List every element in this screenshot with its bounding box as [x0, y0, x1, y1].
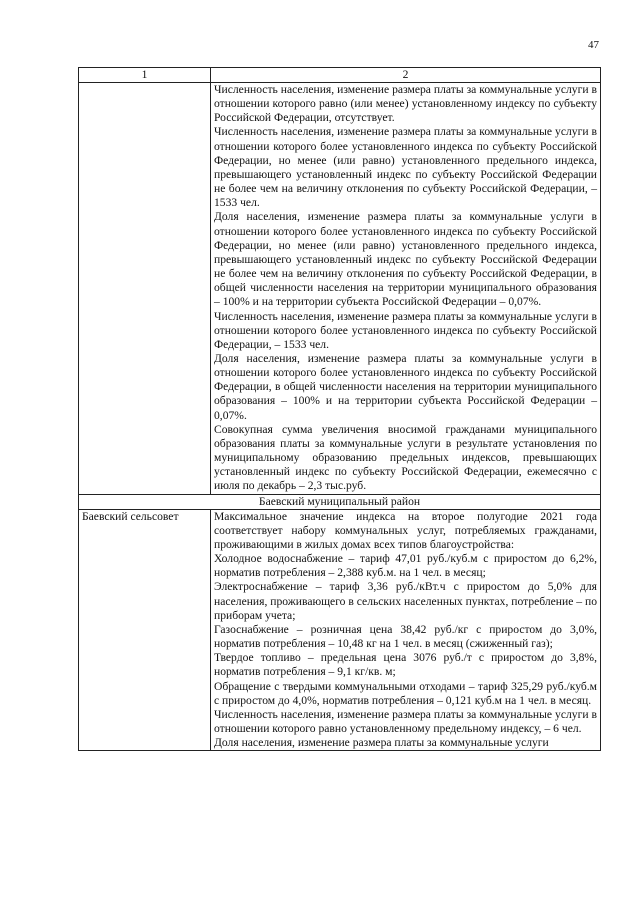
section-title: Баевский муниципальный район	[79, 494, 601, 509]
paragraph: Численность населения, изменение размера платы за коммунальные услуги в отношении которого более установленного индекса по субъекту Российской Федерации, но менее (или равно) установленного предельного индекса, превышающего установленный индекс по субъекту Российской Федерации не более чем на величину отклонения по субъекту Российской Федерации, – 1533 чел.	[214, 125, 597, 210]
text-cell	[211, 509, 601, 751]
table-header-row	[79, 68, 601, 83]
municipality-name: Баевский сельсовет	[79, 509, 211, 751]
paragraph: Газоснабжение – розничная цена 38,42 руб./кг с приростом до 3,0%, норматив потребления – 10,48 кг на 1 чел. в месяц (сжиженный газ);	[214, 622, 597, 651]
paragraph: Совокупная сумма увеличения вносимой гражданами муниципального образования платы за коммунальные услуги в результате установления по муниципальному образованию предельных индексов, превышающих установленный индекс по субъекту Российской Федерации, ежемесячно с июля по декабрь – 2,3 тыс.руб.	[214, 422, 597, 493]
text-cell	[211, 83, 601, 495]
empty-cell	[79, 83, 211, 495]
paragraph: Доля населения, изменение размера платы за коммунальные услуги в отношении которого более установленного индекса по субъекту Российской Федерации, но менее (или равно) установленного предельного индекса, превышающего установленный индекс по субъекту Российской Федерации не более чем на величину отклонения по субъекту Российской Федерации, в общей численности населения на территории муниципального образования – 100% и на территории субъекта Российской Федерации – 0,07%.	[214, 210, 597, 309]
paragraph: Холодное водоснабжение – тариф 47,01 руб./куб.м с приростом до 6,2%, норматив потребления – 2,388 куб.м. на 1 чел. в месяц;	[214, 552, 597, 580]
paragraph: Численность населения, изменение размера платы за коммунальные услуги в отношении которого более установленного индекса по субъекту Российской Федерации, – 1533 чел.	[214, 309, 597, 351]
main-table	[78, 67, 601, 751]
table-row	[79, 83, 601, 495]
paragraph: Обращение с твердыми коммунальными отходами – тариф 325,29 руб./куб.м с приростом до 4,0%, норматив потребления – 0,121 куб.м на 1 чел. в месяц.	[214, 679, 597, 707]
section-row	[79, 494, 601, 509]
paragraph: Доля населения, изменение размера платы за коммунальные услуги	[214, 736, 549, 750]
page-number: 47	[588, 39, 599, 51]
paragraph: Численность населения, изменение размера платы за коммунальные услуги в отношении которого равно (или менее) установленному индексу по субъекту Российской Федерации, отсутствует.	[214, 83, 597, 125]
paragraph: Численность населения, изменение размера платы за коммунальные услуги в отношении которого равно установленному предельному индексу, – 6 чел.	[214, 707, 597, 736]
paragraph: Твердое топливо – предельная цена 3076 руб./т с приростом до 3,8%, норматив потребления – 9,1 кг/кв. м;	[214, 651, 597, 679]
paragraph: Электроснабжение – тариф 3,36 руб./кВт.ч с приростом до 5,0% для населения, проживающего в сельских населенных пунктах, потребление – по приборам учета;	[214, 580, 597, 622]
paragraph: Максимальное значение индекса на второе полугодие 2021 года соответствует набору коммунальных услуг, потребляемых гражданами, проживающими в жилых домах всех типов благоустройства:	[214, 509, 597, 551]
column-header-1: 1	[79, 68, 211, 83]
table-row	[79, 509, 601, 751]
paragraph: Доля населения, изменение размера платы за коммунальные услуги в отношении которого более установленного индекса по субъекту Российской Федерации, в общей численности населения на территории муниципального образования – 100% и на территории субъекта Российской Федерации – 0,07%.	[214, 351, 597, 422]
column-header-2: 2	[211, 68, 601, 83]
